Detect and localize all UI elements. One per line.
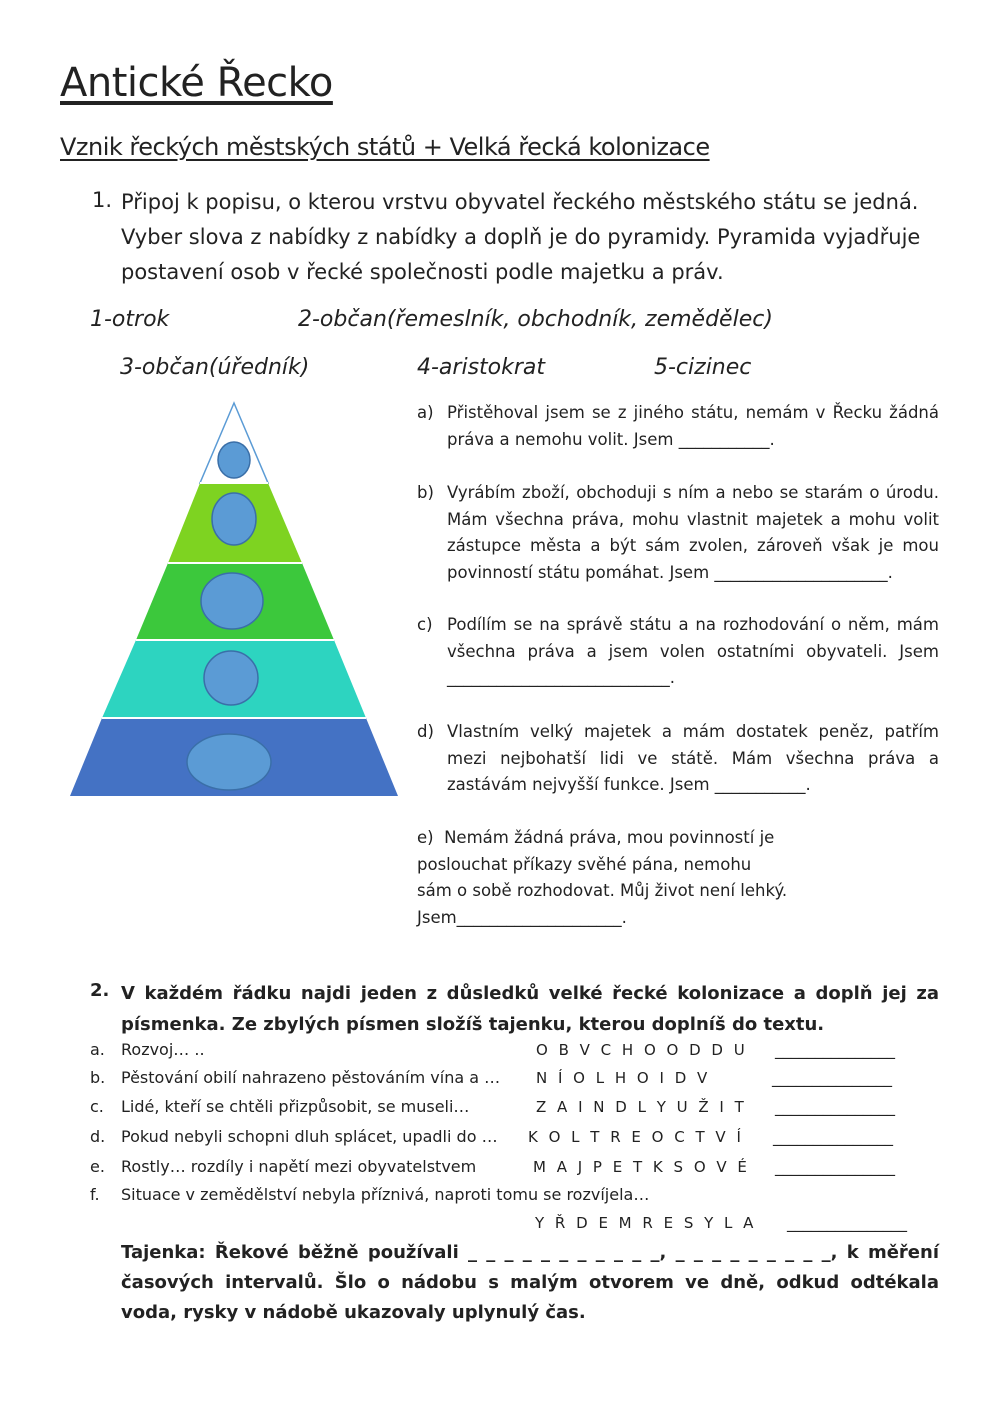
- description-c-label: c): [417, 615, 433, 634]
- row-d-text: Pokud nebyli schopni dluh splácet, upadli do …: [121, 1127, 498, 1146]
- row-a-text: Rozvoj… ..: [121, 1040, 205, 1059]
- description-d-label: d): [417, 722, 434, 741]
- row-e-answer-blank[interactable]: _______________: [775, 1157, 895, 1176]
- row-c-answer-blank[interactable]: _______________: [775, 1097, 895, 1116]
- row-b-letters: N Í O L H O I D V: [536, 1069, 711, 1087]
- option-2: 2-občan(řemeslník, obchodník, zemědělec): [298, 307, 773, 332]
- tajenka-text: Tajenka: Řekové běžně používali _ _ _ _ _ _ _ _ _ _ _, _ _ _ _ _ _ _ _ _, k měření časových intervalů. Šlo o nádobu s malým otvorem ve dně, odkud odtékala voda, rysky v nádobě ukazovaly uplynulý čas.: [121, 1242, 939, 1323]
- pyramid-answer-slot-1[interactable]: [218, 442, 250, 478]
- description-d: [417, 719, 939, 799]
- option-3: 3-občan(úředník): [120, 355, 310, 380]
- row-a-label: a.: [90, 1040, 105, 1059]
- description-e: [417, 825, 837, 931]
- task1-instructions: Připoj k popisu, o kterou vrstvu obyvatel řeckého městského státu se jedná. Vyber slova z nabídky z nabídky a doplň je do pyramidy. Pyramida vyjadřuje postavení osob v řecké společnosti podle majetku a práv.: [121, 190, 921, 284]
- society-pyramid: [60, 395, 410, 805]
- description-b: [417, 480, 939, 586]
- task1-number: 1.: [92, 188, 113, 212]
- row-c-label: c.: [90, 1097, 104, 1116]
- description-e-label: e): [417, 828, 434, 847]
- pyramid-answer-slot-2[interactable]: [212, 493, 256, 545]
- page-title: Antické Řecko: [60, 60, 333, 106]
- row-e-letters: M A J P E T K S O V É: [533, 1158, 750, 1176]
- description-e-line-4: Jsem____________________.: [417, 907, 627, 927]
- row-a-answer-blank[interactable]: _______________: [775, 1040, 895, 1059]
- pyramid-answer-slot-5[interactable]: [187, 734, 271, 790]
- description-a: [417, 400, 939, 453]
- description-e-line-2: poslouchat příkazy svěhé pána, nemohu: [417, 854, 752, 874]
- row-c-text: Lidé, kteří se chtěli přizpůsobit, se museli…: [121, 1097, 470, 1116]
- row-e-text: Rostly… rozdíly i napětí mezi obyvatelstvem: [121, 1157, 477, 1176]
- description-c: [417, 612, 939, 692]
- option-1: 1-otrok: [90, 307, 170, 332]
- description-a-label: a): [417, 403, 434, 422]
- row-b-answer-blank[interactable]: _______________: [772, 1068, 892, 1087]
- description-c-text: Podílím se na správě státu a na rozhodování o něm, mám všechna práva a jsem volen ostatními obyvateli. Jsem ___________________________.: [447, 615, 939, 687]
- task2-instructions: V každém řádku najdi jeden z důsledků velké řecké kolonizace a doplň jej za písmenka. Ze zbylých písmen složíš tajenku, kterou doplníš do textu.: [121, 983, 939, 1035]
- row-a-letters: O B V C H O O D D U: [536, 1041, 748, 1059]
- row-f-answer-blank[interactable]: _______________: [787, 1213, 907, 1232]
- description-a-text: Přistěhoval jsem se z jiného státu, nemám v Řecku žádná práva a nemohu volit. Jsem ___________.: [447, 403, 939, 449]
- pyramid-answer-slot-3[interactable]: [201, 573, 263, 629]
- pyramid-answer-slot-4[interactable]: [204, 651, 258, 705]
- row-f-letters: Y Ř D E M R E S Y L A: [535, 1214, 757, 1232]
- description-b-label: b): [417, 483, 434, 502]
- row-b-text: Pěstování obilí nahrazeno pěstováním vína a …: [121, 1068, 501, 1087]
- option-4: 4-aristokrat: [417, 355, 546, 380]
- row-d-answer-blank[interactable]: _______________: [773, 1127, 893, 1146]
- row-e-label: e.: [90, 1157, 105, 1176]
- row-d-label: d.: [90, 1127, 106, 1146]
- description-b-text: Vyrábím zboží, obchoduji s ním a nebo se starám o úrodu. Mám všechna práva, mohu vlastnit majetek a mohu volit zástupce města a být sám zvolen, zároveň však je mou povinností státu pomáhat. Jsem _____________________.: [447, 483, 939, 582]
- description-e-line-1: e) Nemám žádná práva, mou povinností je: [417, 828, 775, 847]
- task2-number: 2.: [90, 980, 110, 1001]
- row-c-letters: Z A I N D L Y U Ž I T: [536, 1098, 747, 1116]
- row-f-label: f.: [90, 1185, 100, 1204]
- description-d-text: Vlastním velký majetek a mám dostatek peněz, patřím mezi nejbohatší lidi ve státě. Mám všechna práva a zastávám nejvyšší funkce. Jsem ___________.: [447, 722, 939, 794]
- row-b-label: b.: [90, 1068, 106, 1087]
- page-subtitle: Vznik řeckých městských států + Velká řecká kolonizace: [60, 133, 710, 161]
- option-5: 5-cizinec: [654, 355, 752, 380]
- description-e-line-3: sám o sobě rozhodovat. Můj život není lehký.: [417, 881, 788, 900]
- row-d-letters: K O L T R E O C T V Í: [528, 1128, 744, 1146]
- row-f-text: Situace v zemědělství nebyla příznivá, naproti tomu se rozvíjela…: [121, 1185, 650, 1204]
